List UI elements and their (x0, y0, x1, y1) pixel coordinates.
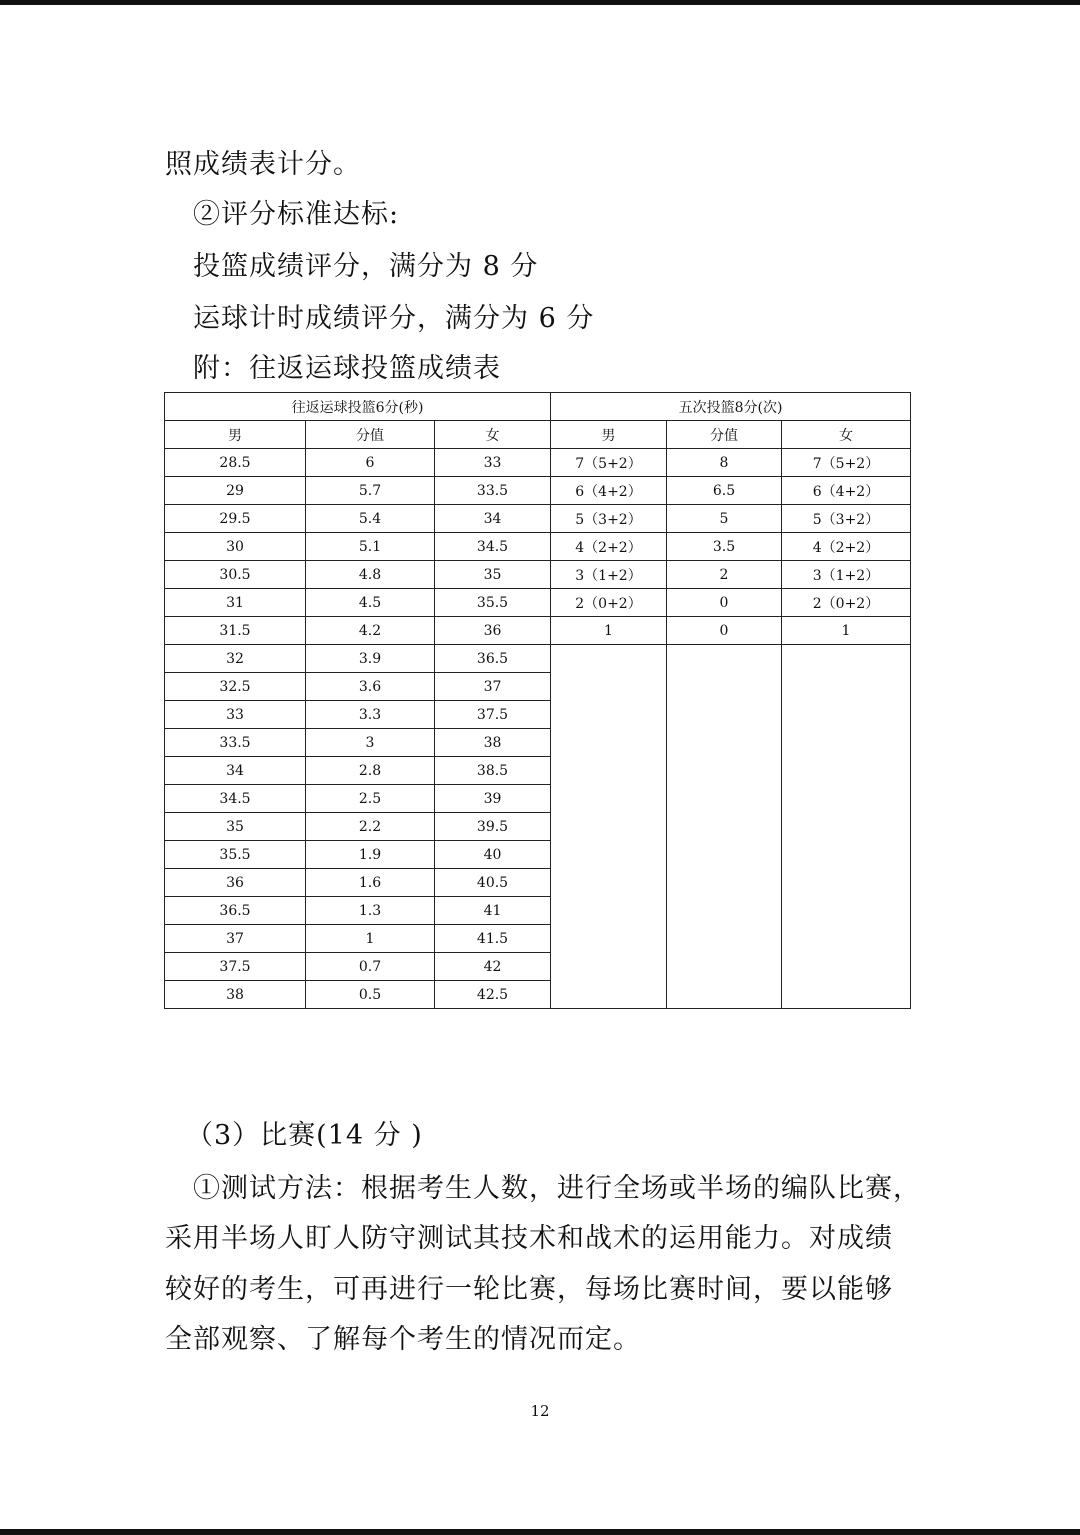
column-header-row (165, 421, 911, 449)
table-cell: 33.5 (165, 729, 306, 757)
table-cell: 37 (165, 925, 306, 953)
table-cell: 40 (435, 841, 551, 869)
table-cell: 6 (306, 449, 435, 477)
table-cell: 2（0+2） (551, 589, 667, 617)
table-cell: 41.5 (435, 925, 551, 953)
table-cell: 1.9 (306, 841, 435, 869)
empty-cell (782, 645, 911, 1009)
table-cell: 3.6 (306, 673, 435, 701)
col-header: 男 (165, 421, 306, 449)
table-cell: 4（2+2） (551, 533, 667, 561)
table-cell: 2 (667, 561, 782, 589)
paragraph-line: 照成绩表计分。 (165, 149, 361, 180)
table-cell: 38 (435, 729, 551, 757)
table-row (165, 589, 911, 617)
table-row (165, 477, 911, 505)
table-cell: 31 (165, 589, 306, 617)
table-cell: 37 (435, 673, 551, 701)
table-cell: 1 (551, 617, 667, 645)
table-cell: 34.5 (435, 533, 551, 561)
table-cell: 35.5 (165, 841, 306, 869)
shooting-score-line: 投篮成绩评分，满分为 8 分 (193, 251, 539, 282)
table-cell: 32.5 (165, 673, 306, 701)
table-cell: 5 (667, 505, 782, 533)
group-header-shooting: 五次投篮8分(次) (551, 393, 911, 421)
table-cell: 5.4 (306, 505, 435, 533)
table-cell: 34 (165, 757, 306, 785)
table-cell: 33 (165, 701, 306, 729)
table-cell: 2.8 (306, 757, 435, 785)
table-cell: 7（5+2） (782, 449, 911, 477)
table-cell: 35 (435, 561, 551, 589)
table-cell: 30.5 (165, 561, 306, 589)
table-cell: 36.5 (435, 645, 551, 673)
table-row (165, 561, 911, 589)
table-cell: 3.3 (306, 701, 435, 729)
table-cell: 4.2 (306, 617, 435, 645)
table-cell: 37.5 (435, 701, 551, 729)
table-row (165, 617, 911, 645)
col-header: 分值 (306, 421, 435, 449)
table-cell: 39 (435, 785, 551, 813)
table-cell: 36 (435, 617, 551, 645)
table-cell: 4.5 (306, 589, 435, 617)
table-cell: 3（1+2） (551, 561, 667, 589)
table-row (165, 533, 911, 561)
bottom-border (0, 1529, 1080, 1535)
table-cell: 42 (435, 953, 551, 981)
table-cell: 40.5 (435, 869, 551, 897)
table-cell: 1 (306, 925, 435, 953)
top-border (0, 0, 1080, 5)
table-cell: 0.5 (306, 981, 435, 1009)
col-header: 女 (435, 421, 551, 449)
table-cell: 5.1 (306, 533, 435, 561)
table-cell: 31.5 (165, 617, 306, 645)
table-cell: 8 (667, 449, 782, 477)
table-cell: 35 (165, 813, 306, 841)
table-cell: 4（2+2） (782, 533, 911, 561)
table-cell: 38 (165, 981, 306, 1009)
table-cell: 34 (435, 505, 551, 533)
col-header: 分值 (667, 421, 782, 449)
table-cell: 1 (782, 617, 911, 645)
table-cell: 29 (165, 477, 306, 505)
scoring-standard-heading: ②评分标准达标: (193, 199, 400, 230)
table-cell: 3.9 (306, 645, 435, 673)
table-cell: 36 (165, 869, 306, 897)
table-cell: 7（5+2） (551, 449, 667, 477)
table-cell: 28.5 (165, 449, 306, 477)
table-cell: 33 (435, 449, 551, 477)
score-table (164, 392, 911, 1009)
table-cell: 0 (667, 617, 782, 645)
col-header: 男 (551, 421, 667, 449)
table-cell: 3 (306, 729, 435, 757)
table-cell: 1.6 (306, 869, 435, 897)
table-cell: 0.7 (306, 953, 435, 981)
empty-cell (667, 645, 782, 1009)
table-cell: 0 (667, 589, 782, 617)
col-header: 女 (782, 421, 911, 449)
group-header-dribble: 往返运球投篮6分(秒) (165, 393, 551, 421)
score-table-body (165, 393, 911, 1009)
table-cell: 5.7 (306, 477, 435, 505)
table-cell: 5（3+2） (782, 505, 911, 533)
table-cell: 6（4+2） (782, 477, 911, 505)
group-header-row (165, 393, 911, 421)
table-cell: 6.5 (667, 477, 782, 505)
table-cell: 36.5 (165, 897, 306, 925)
table-row (165, 645, 911, 673)
table-cell: 4.8 (306, 561, 435, 589)
paragraph-line: 较好的考生，可再进行一轮比赛，每场比赛时间，要以能够 (165, 1274, 893, 1305)
page-number: 12 (530, 1402, 550, 1420)
table-cell: 29.5 (165, 505, 306, 533)
table-cell: 42.5 (435, 981, 551, 1009)
table-caption: 附：往返运球投篮成绩表 (193, 353, 501, 384)
table-cell: 32 (165, 645, 306, 673)
table-cell: 41 (435, 897, 551, 925)
table-row (165, 449, 911, 477)
paragraph-line: 全部观察、了解每个考生的情况而定。 (165, 1324, 641, 1355)
table-cell: 6（4+2） (551, 477, 667, 505)
table-cell: 34.5 (165, 785, 306, 813)
table-cell: 2（0+2） (782, 589, 911, 617)
table-cell: 38.5 (435, 757, 551, 785)
table-cell: 30 (165, 533, 306, 561)
dribble-score-line: 运球计时成绩评分，满分为 6 分 (193, 303, 595, 334)
table-cell: 3.5 (667, 533, 782, 561)
table-cell: 1.3 (306, 897, 435, 925)
table-cell: 5（3+2） (551, 505, 667, 533)
table-cell: 2.2 (306, 813, 435, 841)
paragraph-line: 采用半场人盯人防守测试其技术和战术的运用能力。对成绩 (165, 1223, 893, 1254)
empty-cell (551, 645, 667, 1009)
table-cell: 37.5 (165, 953, 306, 981)
table-row (165, 505, 911, 533)
table-cell: 3（1+2） (782, 561, 911, 589)
table-cell: 2.5 (306, 785, 435, 813)
table-cell: 35.5 (435, 589, 551, 617)
table-cell: 39.5 (435, 813, 551, 841)
paragraph-line: ①测试方法：根据考生人数，进行全场或半场的编队比赛， (193, 1173, 921, 1204)
table-cell: 33.5 (435, 477, 551, 505)
section-heading-match: （3）比赛(14 分 ) (186, 1120, 423, 1151)
